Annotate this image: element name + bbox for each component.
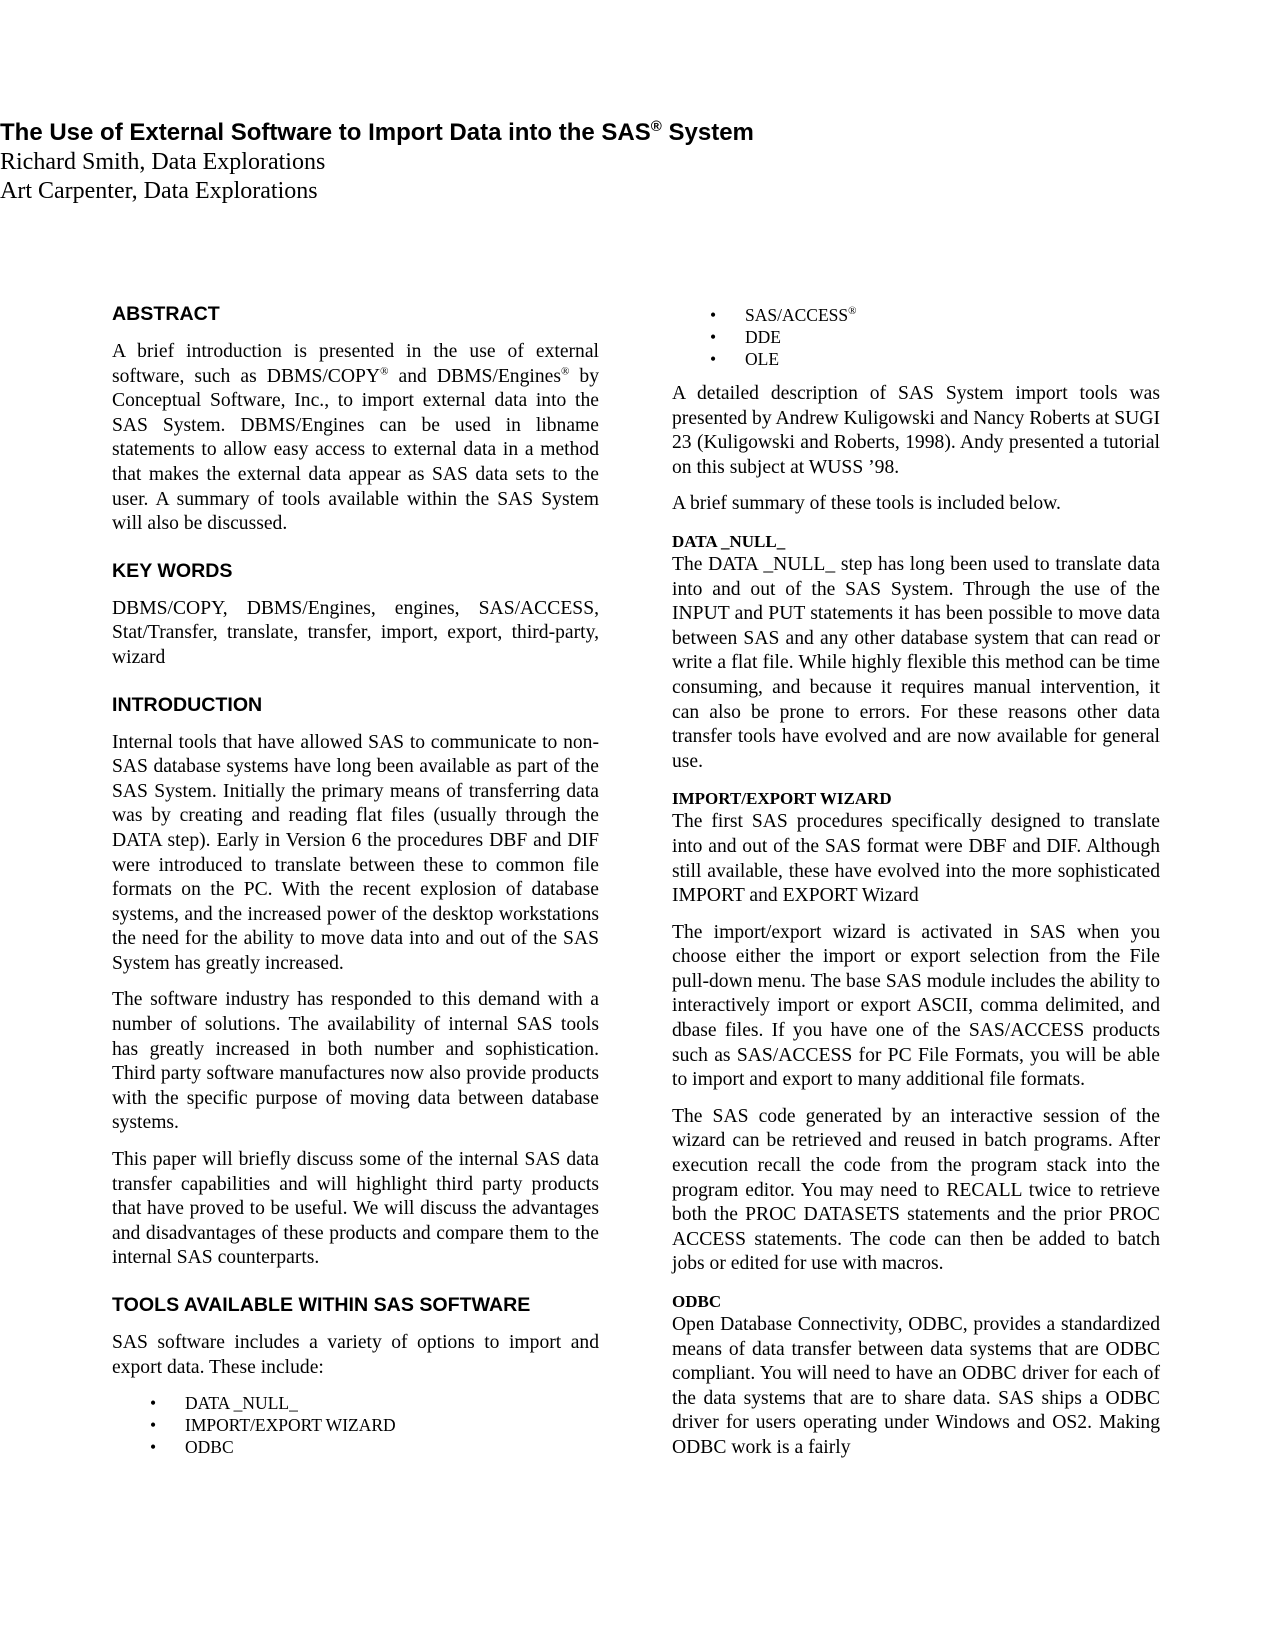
intro-paragraph-1: Internal tools that have allowed SAS to communicate to non-SAS database systems have long been available as part of the SAS System. Initially the primary means of transferring data was by creating and reading flat files (usually through the DATA step). Early in Version 6 the procedures DBF and DIF were introduced to translate between these to common file formats on the PC. With the recent explosion of database systems, and the increased power of the desktop workstations the need for the ability to move data into and out of the SAS System has greatly increased. — [112, 731, 599, 974]
paper-header — [0, 118, 1275, 206]
list-item: • IMPORT/EXPORT WIZARD — [150, 1415, 396, 1436]
keywords-heading: KEY WORDS — [112, 559, 233, 582]
wizard-paragraph-2: The import/export wizard is activated in SAS when you choose either the import or export selection from the File pull-down menu. The base SAS module includes the ability to interactively import or export ASCII, comma delimited, and dbase files. If you have one of the SAS/ACCESS products such as SAS/ACCESS for PC File Formats, you will be able to import and export to many additional file formats. — [672, 921, 1160, 1091]
bullet-icon: • — [150, 1393, 157, 1414]
bullet-icon: • — [150, 1415, 157, 1436]
abstract-heading: ABSTRACT — [112, 303, 220, 325]
left-column — [112, 302, 599, 1470]
tools-summary-paragraph: A brief summary of these tools is included below. — [672, 493, 1061, 515]
intro-paragraph-2: The software industry has responded to this demand with a number of solutions. The availability of internal SAS tools has greatly increased in both number and sophistication. Third party software manufactures now also provide products with the specific purpose of moving data between database systems. — [112, 989, 599, 1134]
registered-mark: ® — [650, 118, 662, 135]
datanull-paragraph: The DATA _NULL_ step has long been used to translate data into and out of the SAS System. Through the use of the INPUT and PUT statements it has been possible to move data between SAS and any other database system that can read or write a flat file. While highly flexible this method can be time consuming, and because it requires manual intervention, it can also be prone to errors. For these reasons other data transfer tools have evolved and are now available for general use. — [672, 553, 1160, 772]
author-line-2: Art Carpenter, Data Explorations — [0, 178, 318, 204]
odbc-paragraph: Open Database Connectivity, ODBC, provides a standardized means of data transfer between data systems that are ODBC compliant. You will need to have an ODBC driver for each of the data systems that are to share data. SAS ships a ODBC driver for users operating under Windows and OS2. Making ODBC work is a fairly — [672, 1314, 1160, 1458]
tools-list — [112, 1392, 599, 1458]
tools-description-paragraph: A detailed description of SAS System import tools was presented by Andrew Kuligowski and Nancy Roberts at SUGI 23 (Kuligowski and Roberts, 1998). Andy presented a tutorial on this subject at WUSS ’98. — [672, 383, 1160, 478]
list-item: • SAS/ACCESS® — [710, 305, 857, 325]
keywords-paragraph: DBMS/COPY, DBMS/Engines, engines, SAS/ACCESS, Stat/Transfer, translate, transfer, import, export, third-party, wizard — [112, 597, 599, 668]
list-item: • ODBC — [150, 1437, 234, 1458]
list-item: • OLE — [710, 349, 780, 369]
odbc-heading: ODBC — [672, 1292, 722, 1311]
bullet-icon: • — [710, 327, 717, 347]
wizard-heading: IMPORT/EXPORT WIZARD — [672, 789, 892, 809]
datanull-heading: DATA _NULL_ — [672, 531, 786, 551]
tools-heading: TOOLS AVAILABLE WITHIN SAS SOFTWARE — [112, 1294, 531, 1316]
wizard-paragraph-1: The first SAS procedures specifically designed to translate into and out of the SAS format were DBF and DIF. Although still available, these have evolved into the more sophisticated IMPORT and EXPORT Wizard — [672, 811, 1160, 907]
list-item: • DATA _NULL_ — [150, 1393, 298, 1414]
introduction-heading: INTRODUCTION — [112, 693, 263, 716]
author-line-1: Richard Smith, Data Explorations — [0, 149, 326, 175]
bullet-icon: • — [710, 305, 717, 325]
wizard-paragraph-3: The SAS code generated by an interactive session of the wizard can be retrieved and reused in batch programs. After execution recall the code from the program stack into the program editor. You may need to RECALL twice to retrieve both the PROC DATASETS statements and the prior PROC ACCESS statements. The code can then be added to batch jobs or edited for use with macros. — [672, 1105, 1160, 1275]
intro-paragraph-3: This paper will briefly discuss some of the internal SAS data transfer capabilities and will highlight third party products that have proved to be useful. We will discuss the advantages and disadvantages of these products and compare them to the internal SAS counterparts. — [112, 1149, 599, 1269]
bullet-icon: • — [150, 1437, 157, 1458]
paper-title: The Use of External Software to Import Data into the SAS® System — [0, 118, 754, 146]
right-column — [672, 304, 1160, 1473]
tools-paragraph: SAS software includes a variety of options to import and export data. These include: — [112, 1332, 599, 1378]
list-item: • DDE — [710, 327, 781, 347]
bullet-icon: • — [710, 349, 717, 369]
abstract-paragraph: A brief introduction is presented in the use of external software, such as DBMS/COPY® and DBMS/Engines® by Conceptual Software, Inc., to import external data into the SAS System. DBMS/Engines can be used in libname statements to allow easy access to external data in a method that makes the external data appear as SAS data sets to the user. A summary of tools available within the SAS System will also be discussed. — [112, 341, 599, 535]
tools-list-continued — [672, 304, 1160, 370]
